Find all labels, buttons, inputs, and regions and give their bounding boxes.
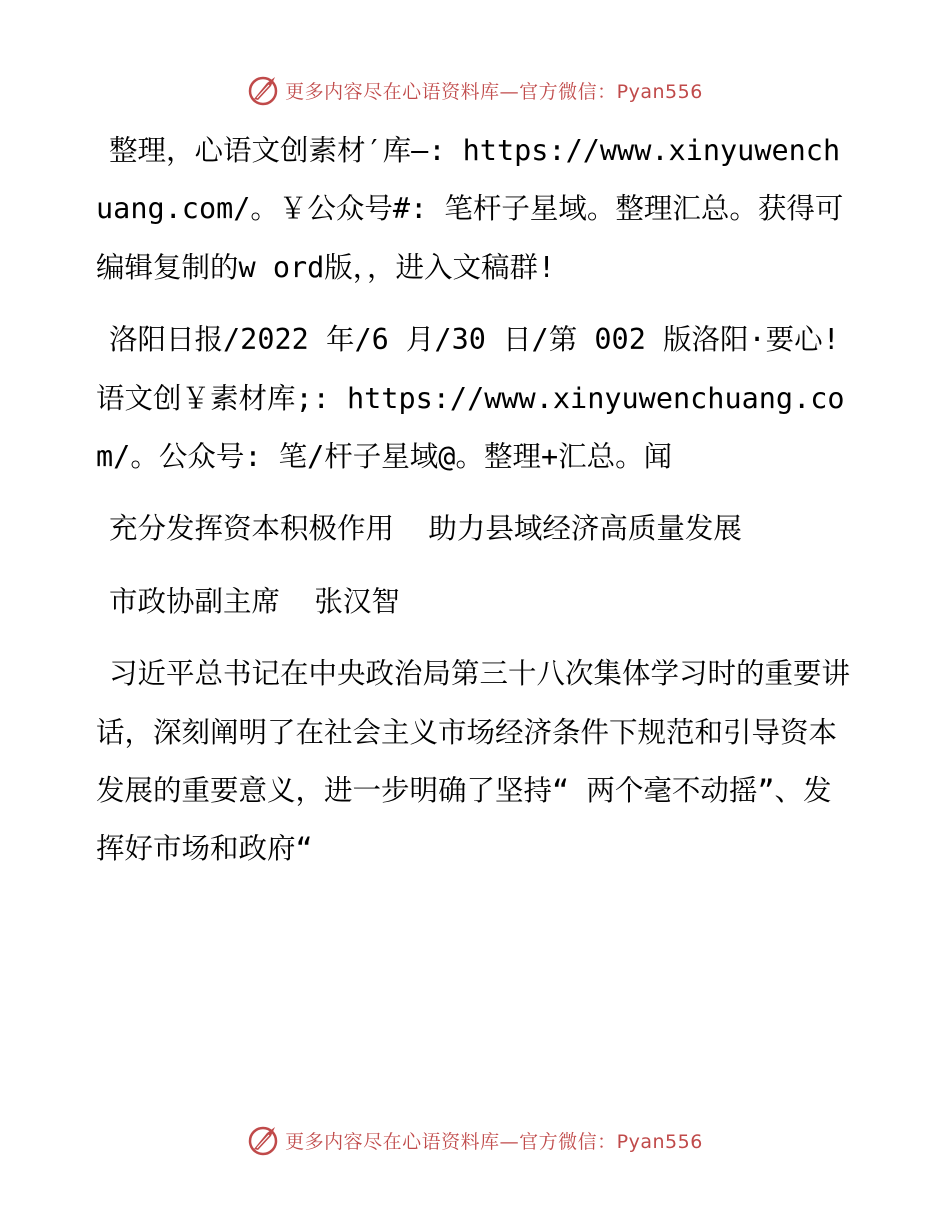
banner-wechat-id: Pyan556 [616,1130,703,1153]
paragraph-body-1: 习近平总书记在中央政治局第三十八次集体学习时的重要讲话，深刻阐明了在社会主义市场经济条件下规范和引导资本发展的重要意义，进一步明确了坚持“ 两个毫不动摇”、发挥好市场和政府“ [96,657,851,866]
quill-in-circle-icon [247,73,281,107]
banner-slogan: 更多内容尽在心语资料库—官方微信： [285,1130,617,1153]
banner-slogan: 更多内容尽在心语资料库—官方微信： [285,80,617,103]
article-title: 充分发挥资本积极作用 助力县域经济高质量发展 [109,512,742,546]
document-body [96,122,858,893]
article-author: 市政协副主席 张汉智 [109,584,400,618]
banner-wechat-id: Pyan556 [616,80,703,103]
paragraph-publication-info: 洛阳日报/2022 年/6 月/30 日/第 002 版洛阳·要心! 语文创￥素材库;: https://www.xinyuwenchuang.com/。公众号: 笔/杆子星域@。整理+汇总。闻 [96,323,858,474]
banner-text [285,1127,703,1154]
banner-text [285,77,703,104]
paragraph-source-note: 整理，心语文创素材′库—: https://www.xinyuwenchuang.com/。￥公众号#: 笔杆子星域。整理汇总。获得可编辑复制的w ord版，，进入文稿群! [96,134,844,284]
quill-in-circle-icon [247,1123,281,1157]
page-footer-banner [0,1120,950,1160]
page-header-banner [0,70,950,110]
